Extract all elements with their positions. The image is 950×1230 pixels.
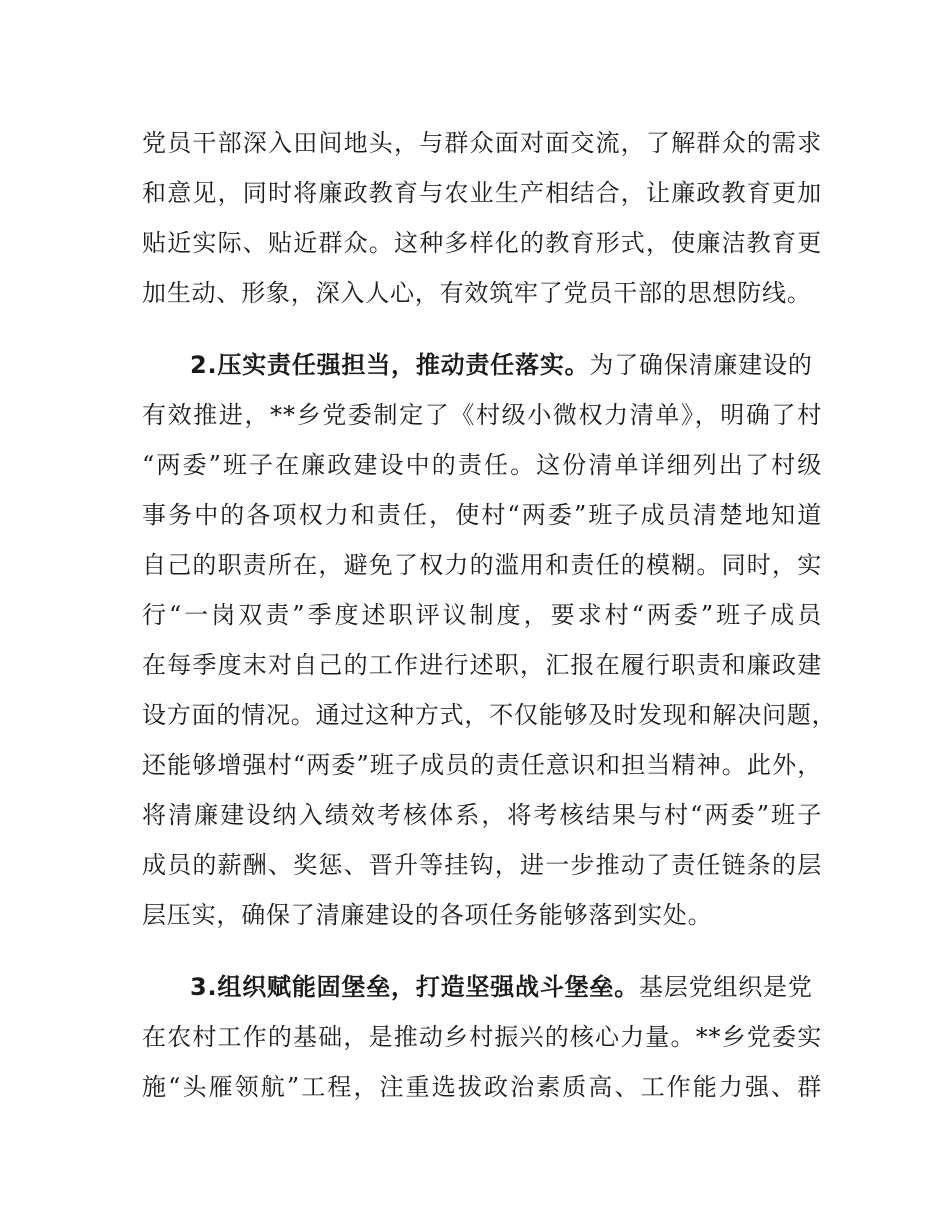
paragraph-3-first-line [190, 967, 813, 1007]
paragraph-1-line-1: 党员干部深入田间地头，与群众面对面交流，了解群众的需求 [142, 129, 822, 157]
paragraph-2-line-8: 设方面的情况。通过这种方式，不仅能够及时发现和解决问题， [142, 701, 837, 729]
paragraph-3-line-3: 施“头雁领航”工程，注重选拔政治素质高、工作能力强、群 [142, 1073, 822, 1101]
paragraph-2-line-10: 将清廉建设纳入绩效考核体系，将考核结果与村“两委”班子 [142, 801, 822, 829]
paragraph-2-line-5: 自己的职责所在，避免了权力的滥用和责任的模糊。同时，实 [142, 551, 822, 579]
paragraph-2-line-4: 事务中的各项权力和责任，使村“两委”班子成员清楚地知道 [142, 501, 822, 529]
section-3-heading: 3.组织赋能固堡垒，打造坚强战斗堡垒。 [190, 973, 640, 1001]
paragraph-2-line-3: “两委”班子在廉政建设中的责任。这份清单详细列出了村级 [142, 451, 822, 479]
paragraph-1-line-2: 和意见，同时将廉政教育与农业生产相结合，让廉政教育更加 [142, 179, 822, 207]
paragraph-2-line-2: 有效推进，**乡党委制定了《村级小微权力清单》，明确了村 [142, 401, 822, 429]
paragraph-1-line-4: 加生动、形象，深入人心，有效筑牢了党员干部的思想防线。 [142, 279, 812, 307]
paragraph-3-first-line-rest: 基层党组织是党 [639, 973, 813, 1001]
paragraph-2-line-12: 层压实，确保了清廉建设的各项任务能够落到实处。 [142, 901, 713, 929]
paragraph-2-first-line [190, 345, 813, 385]
paragraph-2-line-6: 行“一岗双责”季度述职评议制度，要求村“两委”班子成员 [142, 601, 822, 629]
paragraph-2-line-7: 在每季度末对自己的工作进行述职，汇报在履行职责和廉政建 [142, 651, 822, 679]
paragraph-1-line-3: 贴近实际、贴近群众。这种多样化的教育形式，使廉洁教育更 [142, 229, 822, 257]
paragraph-3-line-2: 在农村工作的基础，是推动乡村振兴的核心力量。**乡党委实 [142, 1023, 822, 1051]
section-2-heading: 2.压实责任强担当，推动责任落实。 [190, 351, 590, 379]
paragraph-2-line-9: 还能够增强村“两委”班子成员的责任意识和担当精神。此外， [142, 751, 822, 779]
paragraph-2-line-11: 成员的薪酬、奖惩、晋升等挂钩，进一步推动了责任链条的层 [142, 851, 822, 879]
paragraph-2-first-line-rest: 为了确保清廉建设的 [589, 351, 813, 379]
